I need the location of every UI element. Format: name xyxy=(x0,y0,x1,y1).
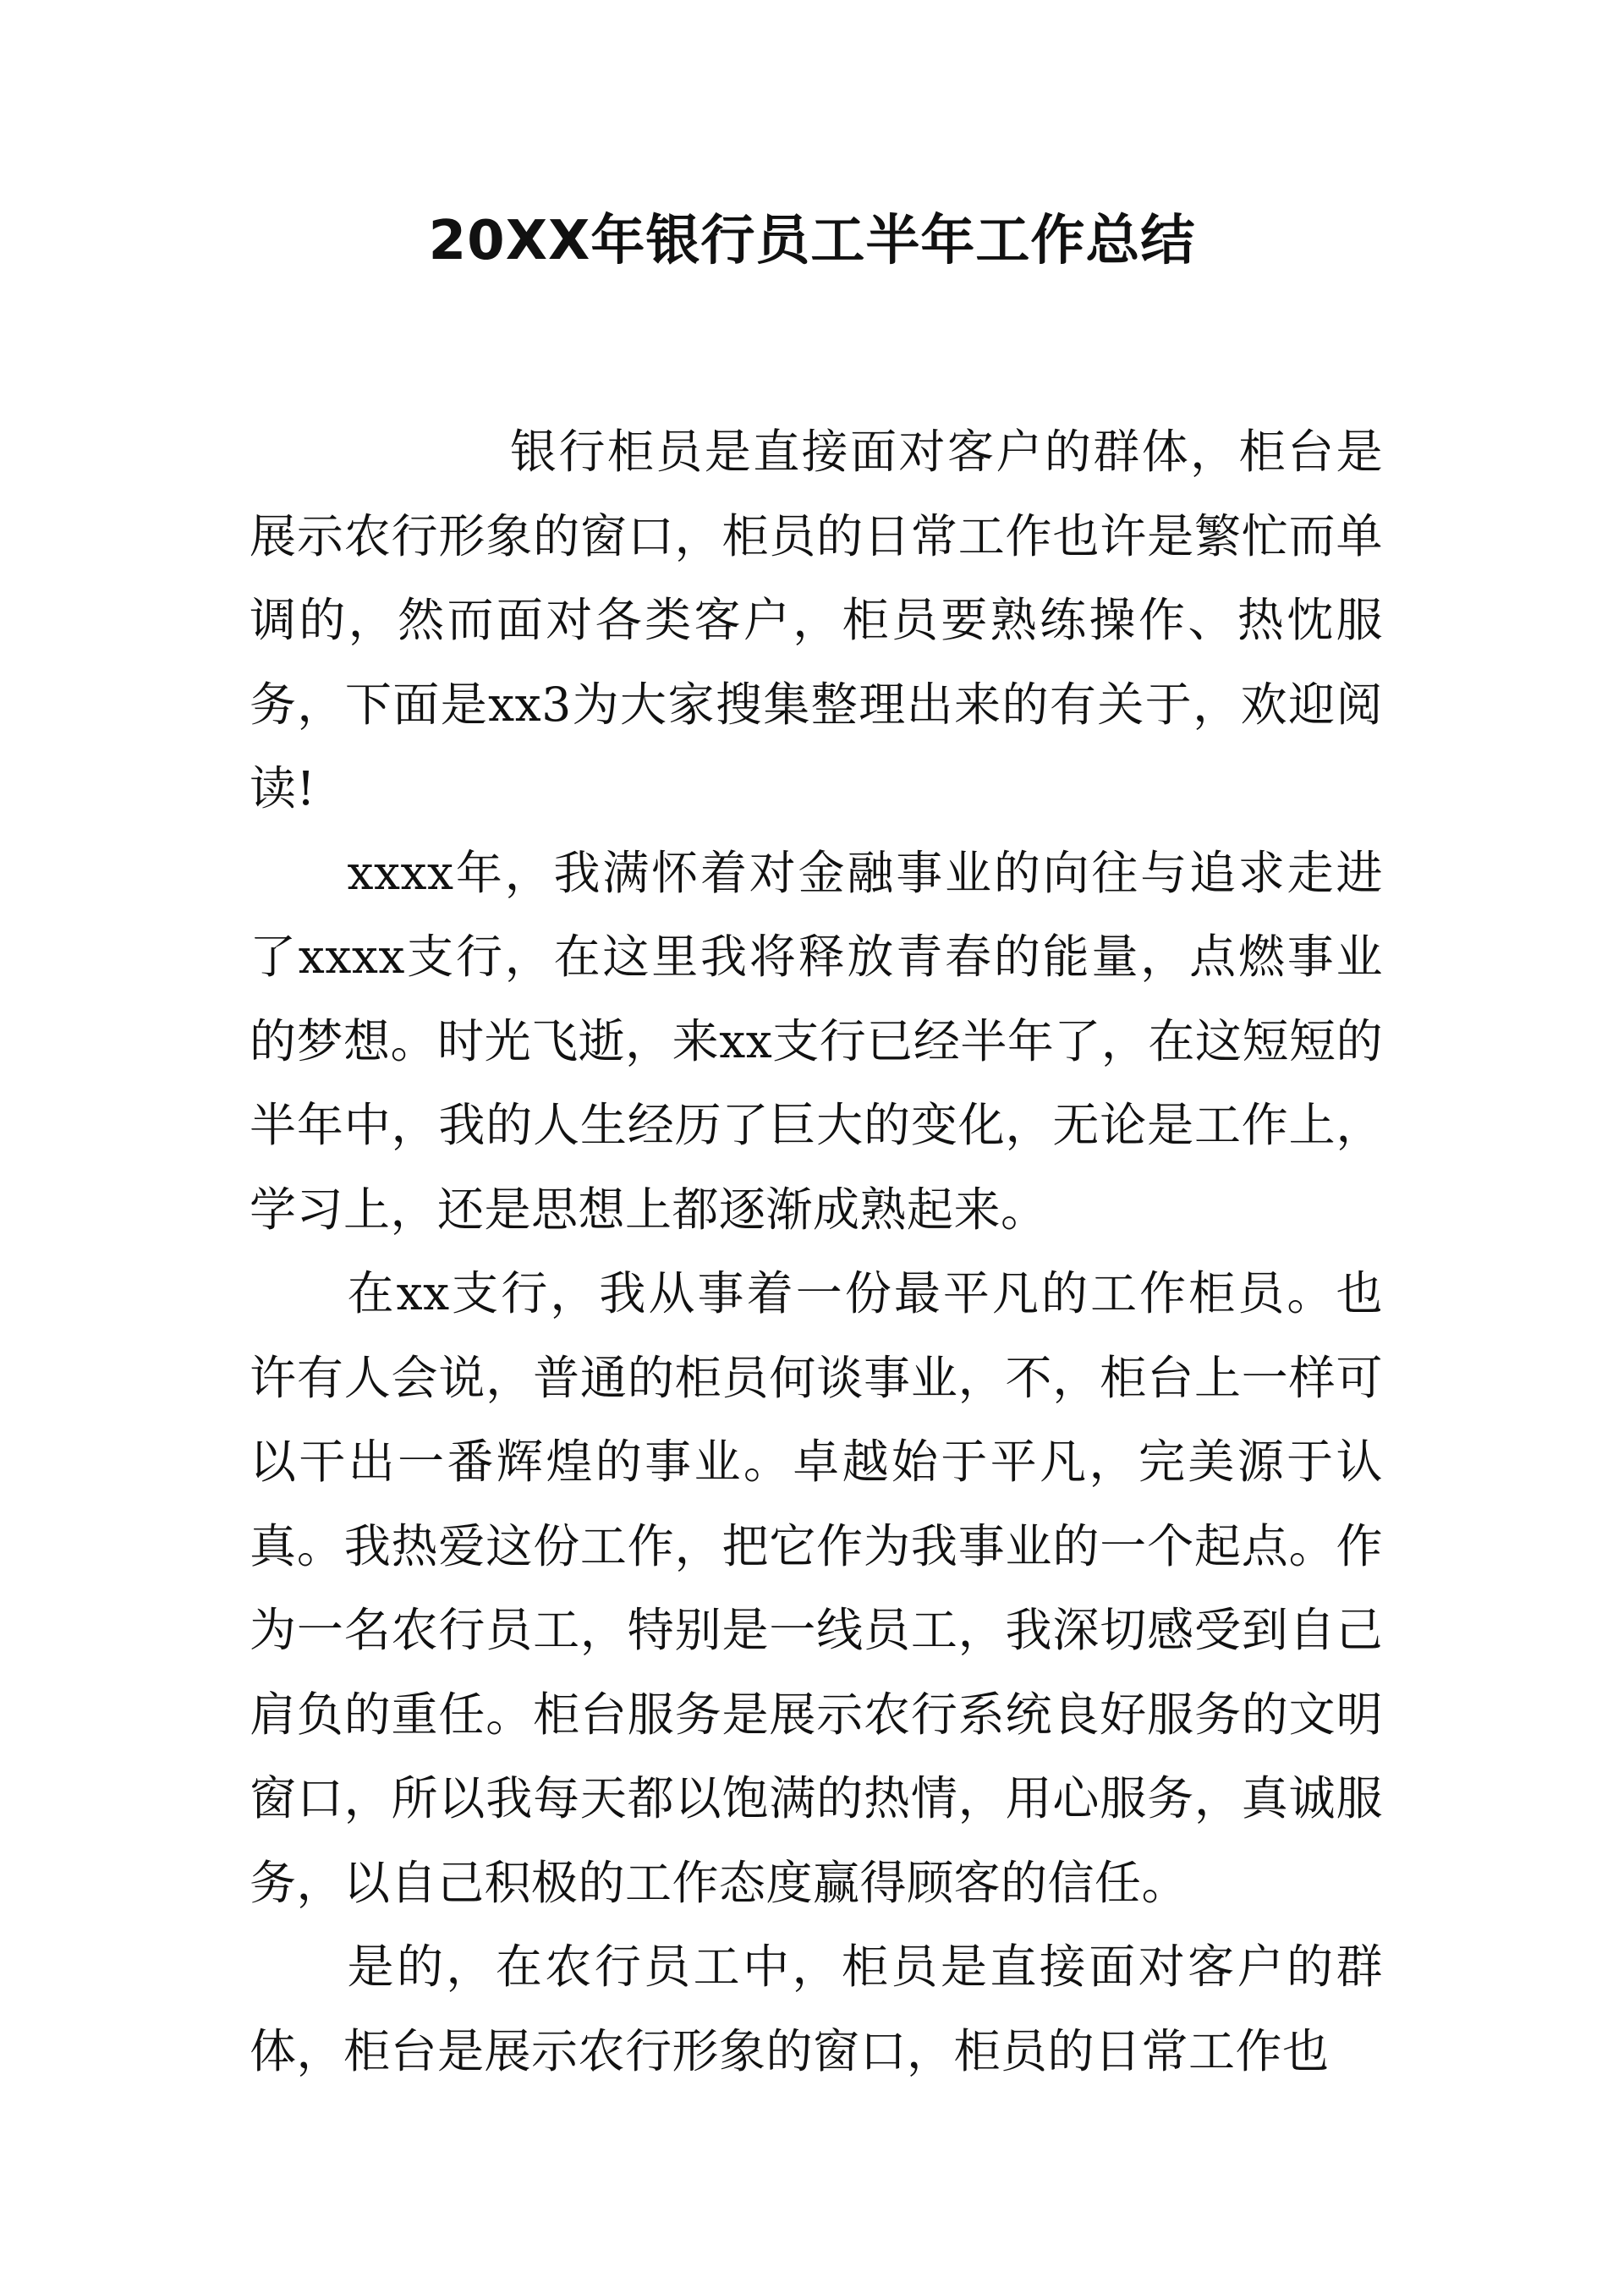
paragraph-teller-role: 是的，在农行员工中，柜员是直接面对客户的群体，柜台是展示农行形象的窗口，柜员的日常工作也 xyxy=(250,1940,1383,2078)
paragraph-teller-work: 在xx支行，我从事着一份最平凡的工作柜员。也许有人会说，普通的柜员何谈事业，不，柜台上一样可以干出一番辉煌的事业。卓越始于平凡，完美源于认真。我热爱这份工作，把它作为我事业的一个起点。作为一名农行员工，特别是一线员工，我深切感受到自己肩负的重任。柜台服务是展示农行系统良好服务的文明窗口，所以我每天都以饱满的热情，用心服务，真诚服务，以自己积极的工作态度赢得顾客的信任。 xyxy=(250,1266,1383,1910)
paragraph-joining: xxxx年，我满怀着对金融事业的向往与追求走进了xxxx支行，在这里我将释放青春的能量，点燃事业的梦想。时光飞逝，来xx支行已经半年了，在这短短的半年中，我的人生经历了巨大的变化，无论是工作上，学习上，还是思想上都逐渐成熟起来。 xyxy=(250,845,1383,1237)
document-title: 20XX年银行员工半年工作总结 xyxy=(428,210,1196,272)
paragraph-intro: 银行柜员是直接面对客户的群体，柜台是展示农行形象的窗口，柜员的日常工作也许是繁忙而单调的，然而面对各类客户，柜员要熟练操作、热忱服务，下面是xx3为大家搜集整理出来的有关于，欢迎阅读! xyxy=(250,425,1383,815)
document-body xyxy=(250,410,1383,2094)
